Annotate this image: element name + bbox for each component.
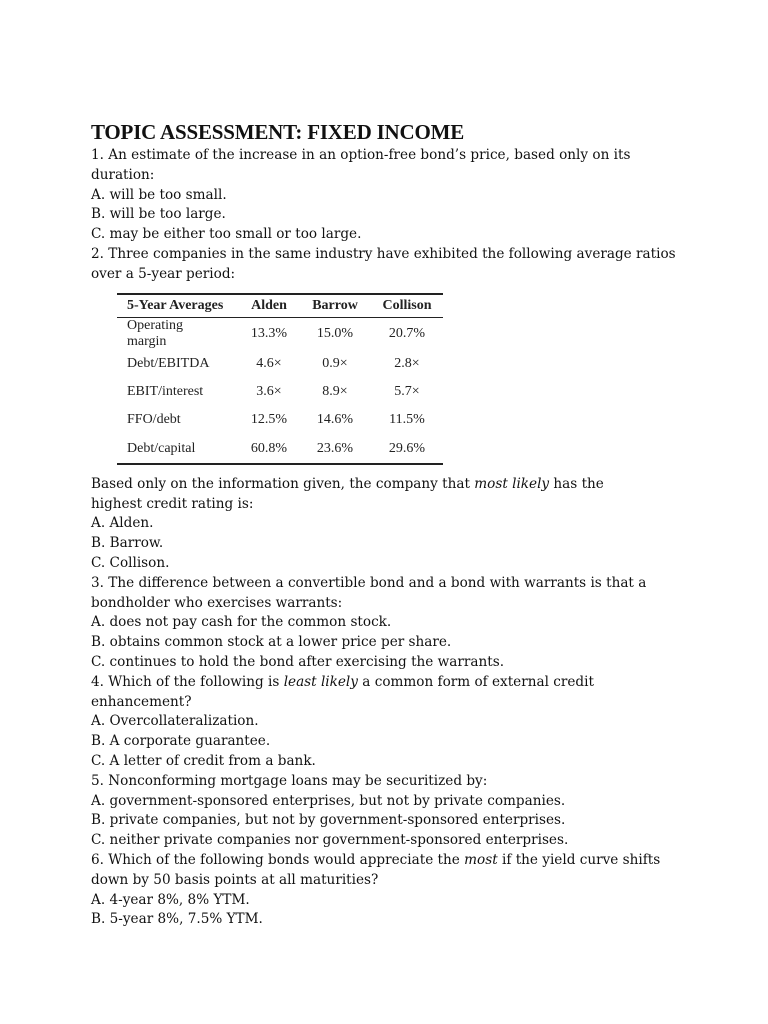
table-cell: 4.6× (256, 355, 282, 371)
q6-stem-line2: down by 50 basis points at all maturities? (91, 871, 379, 888)
q4-option-b: B. A corporate guarantee. (91, 733, 271, 750)
q2-option-b: B. Barrow. (91, 535, 164, 552)
q2-follow-post: has the (549, 475, 604, 492)
page-title: TOPIC ASSESSMENT: FIXED INCOME (91, 120, 465, 144)
table-cell-metric: EBIT/interest (127, 384, 204, 400)
q5-stem-line1: 5. Nonconforming mortgage loans may be securitized by: (91, 772, 488, 789)
q3-stem-line2: bondholder who exercises warrants: (91, 594, 343, 611)
q2-stem-line1: 2. Three companies in the same industry have exhibited the following average ratios (91, 245, 676, 262)
table-header-metric: 5-Year Averages (117, 294, 239, 318)
q1-stem-line1: 1. An estimate of the increase in an option-free bond’s price, based only on its (91, 147, 631, 163)
q2-follow-line1 (91, 475, 701, 495)
table-cell: 5.7× (394, 384, 420, 400)
q6-stem-pre: 6. Which of the following bonds would appreciate the (91, 851, 465, 868)
q5-option-b: B. private companies, but not by government-sponsored enterprises. (91, 812, 566, 829)
ratios-table-wrapper (117, 293, 701, 465)
q4-stem-line2: enhancement? (91, 693, 192, 710)
q3-option-a: A. does not pay cash for the common stock. (91, 614, 392, 631)
table-cell-metric: Operating margin (127, 317, 183, 349)
q4-stem-line1 (91, 673, 701, 693)
table-cell: 11.5% (389, 412, 425, 428)
q1-option-a: A. will be too small. (91, 186, 227, 203)
q3-option-b: B. obtains common stock at a lower price per share. (91, 634, 452, 651)
table-row (117, 317, 443, 350)
table-cell: 23.6% (299, 434, 371, 463)
q1-option-c: C. may be either too small or too large. (91, 226, 362, 243)
table-header-alden: Alden (239, 294, 299, 318)
table-cell-metric: Debt/EBITDA (127, 355, 210, 371)
table-cell: 3.6× (256, 384, 282, 400)
q5-option-a: A. government-sponsored enterprises, but not by private companies. (91, 792, 566, 809)
table-cell: 60.8% (239, 434, 299, 463)
q4-option-a: A. Overcollateralization. (91, 713, 259, 730)
table-cell-metric: FFO/debt (127, 412, 181, 428)
document-page (91, 120, 701, 930)
table-header-barrow: Barrow (299, 294, 371, 318)
table-cell: 8.9× (322, 384, 348, 400)
table-cell: 29.6% (371, 434, 443, 463)
q2-stem-line2: over a 5-year period: (91, 265, 236, 282)
q5-option-c: C. neither private companies nor government-sponsored enterprises. (91, 832, 569, 849)
table-cell: 2.8× (394, 355, 420, 371)
table-row (117, 434, 443, 463)
q6-stem-line1 (91, 851, 701, 871)
q4-stem-emphasis: least likely (283, 673, 358, 690)
q2-follow-emphasis: most likely (474, 475, 550, 492)
q1-stem-line2: duration: (91, 166, 155, 183)
q4-stem-post: a common form of external credit (357, 673, 594, 690)
table-cell-metric: Debt/capital (117, 434, 239, 463)
q4-option-c: C. A letter of credit from a bank. (91, 752, 316, 769)
q2-follow-pre: Based only on the information given, the company that (91, 475, 475, 492)
q3-option-c: C. continues to hold the bond after exercising the warrants. (91, 653, 505, 670)
table-header-collison: Collison (371, 294, 443, 318)
q1-option-b: B. will be too large. (91, 206, 226, 223)
table-cell: 0.9× (322, 355, 348, 371)
table-cell: 14.6% (316, 412, 354, 428)
table-cell: 20.7% (388, 325, 426, 341)
table-cell: 13.3% (250, 325, 288, 341)
q6-option-a: A. 4-year 8%, 8% YTM. (91, 891, 250, 908)
q6-stem-emphasis: most (464, 851, 498, 868)
q2-follow-line2: highest credit rating is: (91, 495, 254, 512)
table-cell: 15.0% (316, 325, 354, 341)
table-row (117, 350, 443, 378)
q2-option-c: C. Collison. (91, 554, 170, 571)
q4-stem-pre: 4. Which of the following is (91, 673, 284, 690)
q6-stem-post: if the yield curve shifts (497, 851, 661, 868)
table-header-row (117, 294, 443, 318)
table-row (117, 378, 443, 406)
table-cell: 12.5% (250, 412, 288, 428)
q3-stem-line1: 3. The difference between a convertible bond and a bond with warrants is that a (91, 574, 647, 591)
q2-option-a: A. Alden. (91, 515, 154, 532)
table-row (117, 406, 443, 434)
ratios-table (117, 293, 443, 465)
q6-option-b: B. 5-year 8%, 7.5% YTM. (91, 911, 263, 928)
